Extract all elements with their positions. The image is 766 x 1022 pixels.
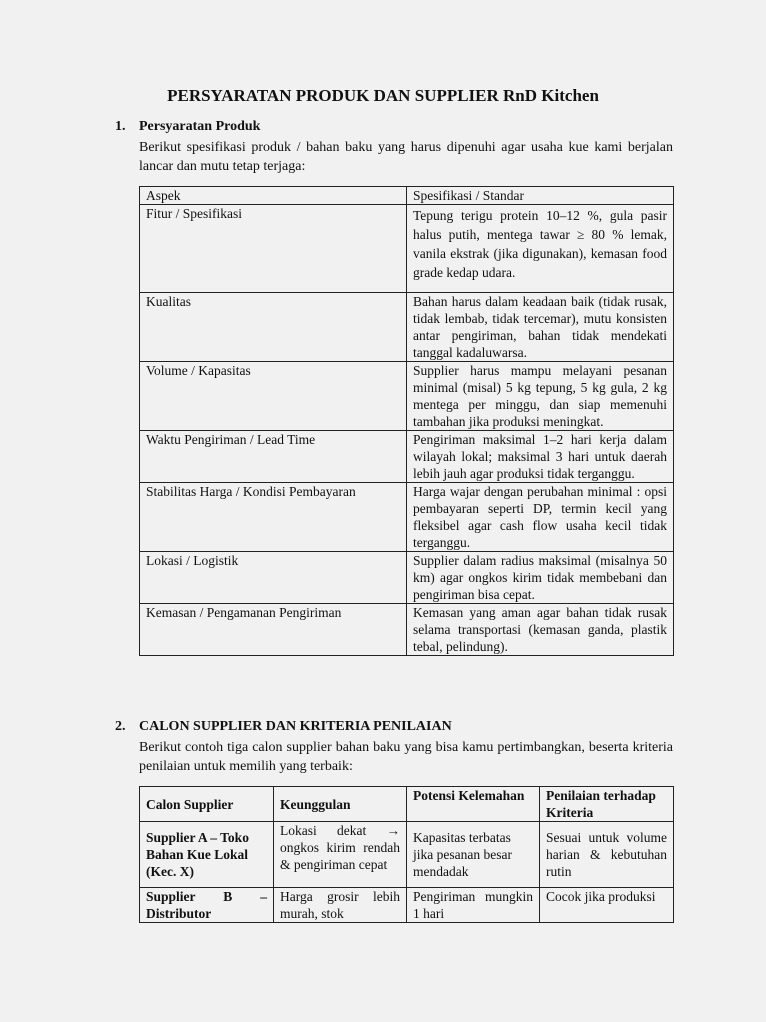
supplier-cell: Supplier A – Toko Bahan Kue Lokal (Kec. X) xyxy=(140,822,274,888)
header-assessment: Penilaian terhadap Kriteria xyxy=(540,787,674,822)
advantage-cell: Harga grosir lebih murah, stok xyxy=(274,888,407,923)
section-1-intro: Berikut spesifikasi produk / bahan baku yang harus dipenuhi agar usaha kue kami berjalan lancar dan mutu tetap terjaga: xyxy=(139,140,673,174)
spec-cell: Bahan harus dalam keadaan baik (tidak rusak, tidak lembab, tidak tercemar), mutu konsisten antar pengiriman, bahan tidak mendekati tanggal kadaluwarsa. xyxy=(407,293,674,362)
spec-cell: Harga wajar dengan perubahan minimal : opsi pembayaran seperti DP, termin kecil yang fleksibel agar cash flow usaha kecil tidak terganggu. xyxy=(407,483,674,552)
header-aspect: Aspek xyxy=(140,187,407,205)
table-header-row xyxy=(140,187,674,205)
supplier-cell: Supplier B – Distributor xyxy=(140,888,274,923)
spec-cell: Supplier dalam radius maksimal (misalnya 50 km) agar ongkos kirim tidak membebani dan pengiriman bisa cepat. xyxy=(407,552,674,604)
assessment-cell: Sesuai untuk volume harian & kebutuhan rutin xyxy=(540,822,674,888)
header-supplier: Calon Supplier xyxy=(140,787,274,822)
aspect-cell: Fitur / Spesifikasi xyxy=(140,205,407,293)
assessment-cell: Cocok jika produksi xyxy=(540,888,674,923)
section-1-heading: Persyaratan Produk xyxy=(139,119,261,134)
aspect-cell: Kemasan / Pengamanan Pengiriman xyxy=(140,604,407,656)
spec-cell: Pengiriman maksimal 1–2 hari kerja dalam wilayah lokal; maksimal 3 hari untuk daerah lebih jauh agar produksi tidak terganggu. xyxy=(407,431,674,483)
supplier-criteria-table xyxy=(139,786,674,923)
spec-cell: Kemasan yang aman agar bahan tidak rusak selama transportasi (kemasan ganda, plastik tebal, pelindung). xyxy=(407,604,674,656)
header-weakness: Potensi Kelemahan xyxy=(407,787,540,822)
header-advantage: Keunggulan xyxy=(274,787,407,822)
header-spec: Spesifikasi / Standar xyxy=(407,187,674,205)
table-row xyxy=(140,431,674,483)
table-row xyxy=(140,822,674,888)
table-row xyxy=(140,604,674,656)
section-2-heading: CALON SUPPLIER DAN KRITERIA PENILAIAN xyxy=(139,719,452,734)
document-title: PERSYARATAN PRODUK DAN SUPPLIER RnD Kitchen xyxy=(167,86,599,105)
spec-cell: Supplier harus mampu melayani pesanan minimal (misal) 5 kg tepung, 5 kg gula, 2 kg mentega per minggu, dan siap memenuhi tambahan jika produksi meningkat. xyxy=(407,362,674,431)
aspect-cell: Volume / Kapasitas xyxy=(140,362,407,431)
table-row xyxy=(140,552,674,604)
advantage-cell: Lokasi dekat → ongkos kirim rendah & pengiriman cepat xyxy=(274,822,407,888)
weakness-cell: Kapasitas terbatas jika pesanan besar mendadak xyxy=(407,822,540,888)
aspect-cell: Stabilitas Harga / Kondisi Pembayaran xyxy=(140,483,407,552)
aspect-cell: Waktu Pengiriman / Lead Time xyxy=(140,431,407,483)
table-row xyxy=(140,483,674,552)
section-1-number: 1. xyxy=(115,119,126,134)
spec-cell: Tepung terigu protein 10–12 %, gula pasir halus putih, mentega tawar ≥ 80 % lemak, vanila ekstrak (jika digunakan), kemasan food grade kedap udara. xyxy=(407,205,674,293)
table-row xyxy=(140,205,674,293)
section-2-intro: Berikut contoh tiga calon supplier bahan baku yang bisa kamu pertimbangkan, beserta kriteria penilaian untuk memilih yang terbaik: xyxy=(139,740,673,774)
table-row xyxy=(140,293,674,362)
product-requirements-table xyxy=(139,186,674,656)
table-row xyxy=(140,888,674,923)
aspect-cell: Lokasi / Logistik xyxy=(140,552,407,604)
weakness-cell: Pengiriman mungkin 1 hari xyxy=(407,888,540,923)
table-row xyxy=(140,362,674,431)
aspect-cell: Kualitas xyxy=(140,293,407,362)
table-header-row xyxy=(140,787,674,822)
section-2-number: 2. xyxy=(115,719,126,734)
